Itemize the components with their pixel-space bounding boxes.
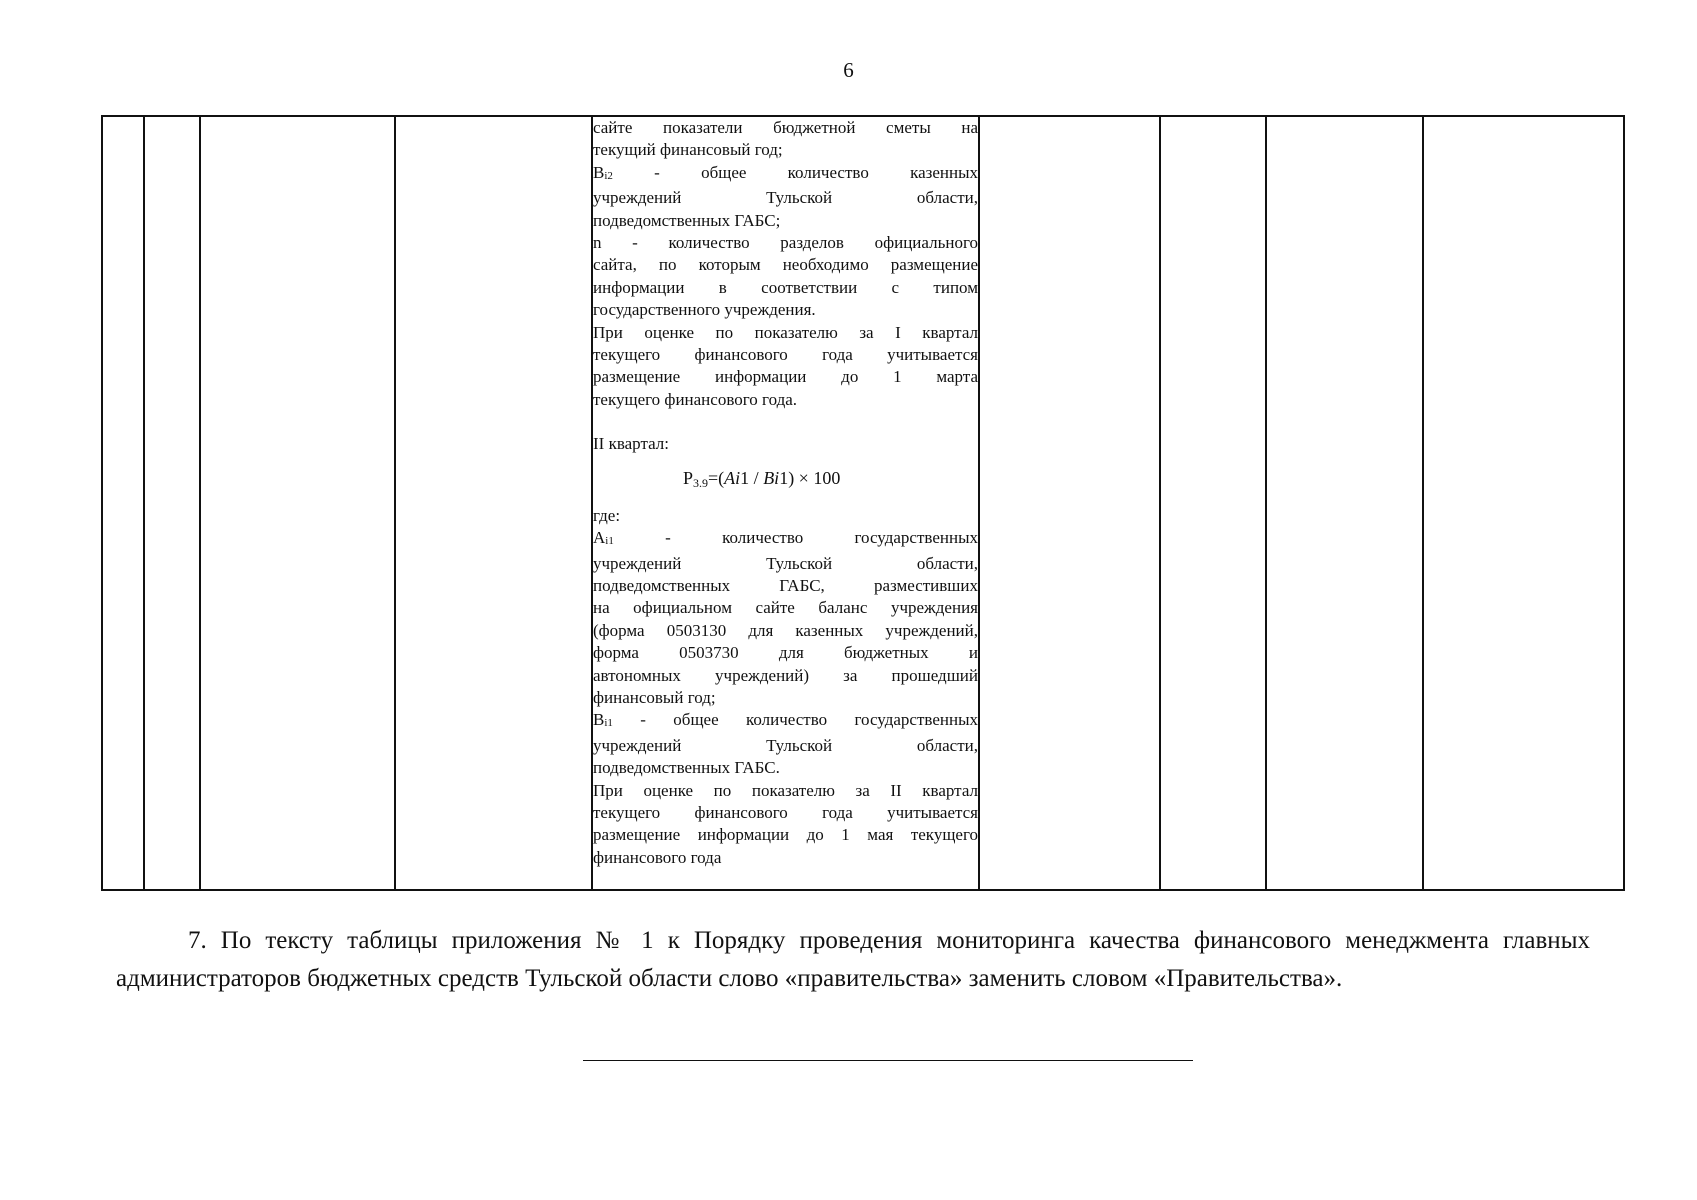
formula-b-variable: Bi (763, 467, 780, 488)
text-line: При оценке по показателю за I квартал (593, 322, 978, 342)
closing-line-divider (583, 1060, 1193, 1061)
formula-lhs-subscript: 3.9 (693, 475, 709, 490)
quarter-2-heading: II квартал: (593, 434, 669, 454)
a1-definition: - количество государственных (613, 528, 978, 548)
b1-subscript: i1 (604, 717, 613, 730)
formula-equals: =( (708, 467, 725, 488)
amendment-paragraph-7: 7. По тексту таблицы приложения № 1 к Порядку проведения мониторинга качества финансового менеджмента главных администраторов бюджетных средств Тульской области слово «правительства» заменить словом «Правительства». (116, 927, 1590, 992)
text-line: автономных учреждений) за прошедший (593, 665, 978, 685)
table-row (102, 116, 1624, 890)
formula-divide: / (749, 467, 764, 488)
text-line: информации в соответствии с типом (593, 277, 978, 297)
table-cell-calculation-method (592, 116, 979, 890)
table-cell-source (1266, 116, 1423, 890)
table-cell-unit (979, 116, 1160, 890)
indicator-table (101, 115, 1625, 891)
text-line: подведомственных ГАБС. (593, 758, 780, 778)
text-line: финансовый год; (593, 687, 716, 707)
text-line: n - количество разделов официального (593, 233, 978, 253)
table-cell-indicator-meaning (395, 116, 592, 890)
b2-subscript: i2 (604, 169, 613, 182)
b2-variable: B (593, 162, 605, 182)
text-line: При оценке по показателю за II квартал (593, 780, 978, 800)
text-line: текущего финансового года учитывается (593, 345, 978, 365)
text-line: (форма 0503130 для казенных учреждений, (593, 620, 978, 640)
blank-line (593, 411, 978, 433)
text-line: учреждений Тульской области, (593, 188, 978, 208)
a1-subscript: i1 (605, 535, 614, 548)
table-cell-value (1160, 116, 1266, 890)
text-line: сайта, по которым необходимо размещение (593, 255, 978, 275)
where-label: где: (593, 505, 621, 525)
formula-lhs: Р (683, 467, 694, 488)
text-line: текущего финансового года. (593, 389, 798, 409)
formula-a-index: 1 (740, 467, 750, 488)
text-line: подведомственных ГАБС; (593, 210, 781, 230)
formula-p39 (593, 465, 978, 496)
formula-a-variable: Ai (724, 467, 741, 488)
a1-variable: A (593, 528, 606, 548)
a1-definition-line (593, 527, 978, 552)
text-line: сайте показатели бюджетной сметы на (593, 118, 978, 137)
table-cell-indicator-name (200, 116, 395, 890)
b1-variable: B (593, 710, 605, 730)
b1-definition-line (593, 709, 978, 734)
text-line: на официальном сайте баланс учреждения (593, 598, 978, 618)
text-line: государственного учреждения. (593, 300, 816, 320)
text-line: текущий финансовый год; (593, 140, 783, 160)
page-number: 6 (843, 58, 854, 82)
text-line: размещение информации до 1 мая текущего (593, 825, 978, 845)
text-line: учреждений Тульской области, (593, 553, 978, 573)
text-line: подведомственных ГАБС, разместивших (593, 575, 978, 595)
b1-definition: - общее количество государственных (612, 710, 978, 730)
b2-definition-line (593, 162, 978, 187)
formula-tail: ) × 100 (788, 467, 841, 488)
text-line: финансового года (593, 847, 722, 867)
table-cell-notes (1423, 116, 1624, 890)
table-cell-code (144, 116, 200, 890)
formula-b-index: 1 (779, 467, 789, 488)
text-line: размещение информации до 1 марта (593, 367, 978, 387)
text-line: форма 0503730 для бюджетных и (593, 643, 978, 663)
text-line: учреждений Тульской области, (593, 735, 978, 755)
text-line: текущего финансового года учитывается (593, 802, 978, 822)
b2-definition: - общее количество казенных (612, 162, 978, 182)
table-cell-number (102, 116, 144, 890)
